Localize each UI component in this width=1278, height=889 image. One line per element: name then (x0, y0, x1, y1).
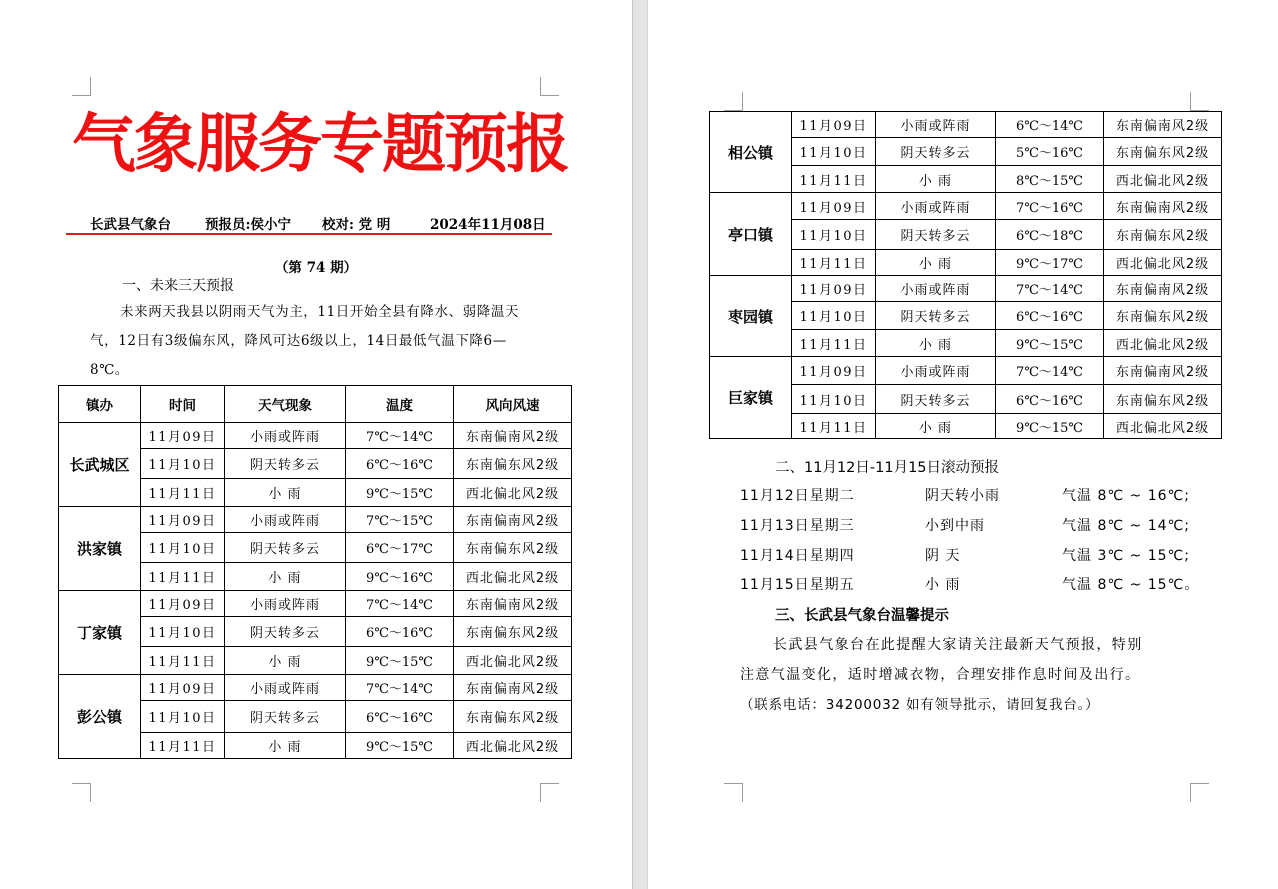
forecast-temperature: 气温 3℃ ~ 15℃; (1062, 548, 1190, 564)
crop-mark (72, 77, 91, 96)
town-name-cell: 丁家镇 (59, 591, 141, 675)
header-town: 镇办 (59, 386, 141, 423)
issue-number: （第 74 期） (274, 260, 358, 276)
date-cell: 11月10日 (792, 138, 876, 166)
wind-cell: 东南偏南风2级 (454, 675, 572, 701)
town-name-cell: 亭口镇 (710, 193, 792, 276)
date-cell: 11月11日 (792, 414, 876, 439)
town-name-cell: 巨家镇 (710, 357, 792, 439)
wind-cell: 东南偏南风2级 (454, 507, 572, 533)
town-name-cell: 彭公镇 (59, 675, 141, 759)
temperature-cell: 7℃～14℃ (996, 357, 1104, 385)
wind-cell: 东南偏南风2级 (454, 591, 572, 617)
temperature-cell: 7℃～15℃ (346, 507, 454, 533)
title-divider (66, 233, 552, 235)
forecast-table-right (709, 111, 1222, 439)
section-1-paragraph (90, 298, 560, 385)
paragraph-line: 长武县气象台在此提醒大家请关注最新天气预报，特别 (773, 637, 1143, 653)
table-row (710, 357, 1222, 385)
weather-cell: 阴天转多云 (876, 220, 996, 250)
temperature-cell: 6℃～16℃ (346, 701, 454, 733)
temperature-cell: 7℃～14℃ (346, 591, 454, 617)
table-row (710, 193, 1222, 220)
section-2-heading: 二、11月12日-11月15日滚动预报 (775, 460, 1000, 476)
temperature-cell: 5℃～16℃ (996, 138, 1104, 166)
weather-cell: 阴天转多云 (876, 138, 996, 166)
date-cell: 11月09日 (141, 591, 225, 617)
temperature-cell: 9℃～15℃ (346, 733, 454, 759)
crop-mark (1190, 783, 1209, 802)
date-cell: 11月09日 (141, 507, 225, 533)
date-cell: 11月11日 (141, 733, 225, 759)
page-gutter (632, 0, 648, 889)
weather-cell: 小 雨 (876, 250, 996, 276)
wind-cell: 东南偏东风2级 (1104, 302, 1222, 330)
temperature-cell: 6℃～14℃ (996, 112, 1104, 138)
forecast-temperature: 气温 8℃ ~ 15℃。 (1062, 577, 1200, 593)
crop-mark (724, 783, 743, 802)
weather-cell: 小 雨 (225, 733, 346, 759)
wind-cell: 东南偏东风2级 (454, 533, 572, 563)
section-3-paragraph (740, 630, 1200, 720)
date-cell: 11月10日 (141, 701, 225, 733)
wind-cell: 西北偏北风2级 (454, 563, 572, 591)
header-time: 时间 (141, 386, 225, 423)
weather-cell: 小雨或阵雨 (876, 357, 996, 385)
town-name-cell: 枣园镇 (710, 276, 792, 357)
town-name-cell: 洪家镇 (59, 507, 141, 591)
temperature-cell: 9℃～15℃ (996, 414, 1104, 439)
weather-cell: 小 雨 (225, 563, 346, 591)
date-cell: 11月09日 (792, 112, 876, 138)
crop-mark (72, 783, 91, 802)
weather-cell: 阴天转多云 (225, 701, 346, 733)
paragraph-line: （联系电话：34200032 如有领导批示，请回复我台。） (740, 697, 1100, 713)
forecast-temperature: 气温 8℃ ~ 14℃; (1062, 518, 1190, 534)
checker-name: 校对: 党 明 (322, 217, 391, 233)
header-weather: 天气现象 (225, 386, 346, 423)
wind-cell: 西北偏北风2级 (454, 647, 572, 675)
table-row (59, 507, 572, 533)
forecast-day: 11月13日星期三 (740, 518, 855, 534)
weather-cell: 小 雨 (225, 647, 346, 675)
wind-cell: 东南偏南风2级 (1104, 276, 1222, 302)
paragraph-line: 未来两天我县以阴雨天气为主，11日开始全县有降水、弱降温天 (120, 304, 520, 320)
town-name-cell: 长武城区 (59, 423, 141, 507)
wind-cell: 西北偏北风2级 (1104, 250, 1222, 276)
wind-cell: 东南偏东风2级 (454, 449, 572, 479)
date-cell: 11月11日 (141, 479, 225, 507)
crop-mark (540, 77, 559, 96)
temperature-cell: 7℃～14℃ (346, 675, 454, 701)
date-cell: 11月10日 (792, 385, 876, 414)
wind-cell: 东南偏东风2级 (454, 701, 572, 733)
temperature-cell: 9℃～15℃ (996, 330, 1104, 357)
temperature-cell: 6℃～18℃ (996, 220, 1104, 250)
date-cell: 11月11日 (792, 166, 876, 193)
paragraph-line: 8℃。 (90, 362, 129, 378)
header-wind: 风向风速 (454, 386, 572, 423)
wind-cell: 东南偏东风2级 (454, 617, 572, 647)
document-title: 气象服务专题预报 (72, 107, 568, 182)
forecast-table-left (58, 385, 572, 759)
wind-cell: 西北偏北风2级 (1104, 330, 1222, 357)
forecast-weather: 小到中雨 (925, 518, 985, 534)
weather-cell: 阴天转多云 (225, 617, 346, 647)
temperature-cell: 9℃～17℃ (996, 250, 1104, 276)
org-name: 长武县气象台 (90, 217, 171, 233)
temperature-cell: 9℃～15℃ (346, 647, 454, 675)
date-cell: 11月11日 (141, 647, 225, 675)
temperature-cell: 6℃～16℃ (346, 449, 454, 479)
weather-cell: 阴天转多云 (225, 449, 346, 479)
weather-cell: 阴天转多云 (876, 385, 996, 414)
table-row (710, 276, 1222, 302)
issue-date: 2024年11月08日 (430, 217, 546, 233)
section-1-heading: 一、未来三天预报 (122, 278, 234, 294)
table-row (710, 112, 1222, 138)
town-name-cell: 相公镇 (710, 112, 792, 193)
table-row (59, 675, 572, 701)
wind-cell: 西北偏北风2级 (1104, 166, 1222, 193)
temperature-cell: 6℃～16℃ (996, 385, 1104, 414)
wind-cell: 东南偏南风2级 (1104, 357, 1222, 385)
temperature-cell: 7℃～14℃ (996, 276, 1104, 302)
temperature-cell: 7℃～14℃ (346, 423, 454, 449)
date-cell: 11月10日 (141, 533, 225, 563)
weather-cell: 小雨或阵雨 (225, 507, 346, 533)
temperature-cell: 6℃～17℃ (346, 533, 454, 563)
wind-cell: 东南偏南风2级 (454, 423, 572, 449)
weather-cell: 小雨或阵雨 (876, 112, 996, 138)
weather-cell: 小 雨 (876, 166, 996, 193)
weather-cell: 小雨或阵雨 (225, 591, 346, 617)
section-3-heading: 三、长武县气象台温馨提示 (775, 608, 949, 624)
weather-cell: 阴天转多云 (876, 302, 996, 330)
weather-cell: 小雨或阵雨 (876, 193, 996, 220)
weather-cell: 小 雨 (876, 414, 996, 439)
temperature-cell: 9℃～15℃ (346, 479, 454, 507)
weather-cell: 小雨或阵雨 (876, 276, 996, 302)
forecast-weather: 阴 天 (925, 548, 961, 564)
wind-cell: 东南偏南风2级 (1104, 193, 1222, 220)
forecast-temperature: 气温 8℃ ~ 16℃; (1062, 488, 1190, 504)
wind-cell: 西北偏北风2级 (454, 733, 572, 759)
table-row (59, 591, 572, 617)
weather-cell: 小 雨 (225, 479, 346, 507)
temperature-cell: 7℃～16℃ (996, 193, 1104, 220)
date-cell: 11月11日 (792, 330, 876, 357)
date-cell: 11月10日 (141, 449, 225, 479)
date-cell: 11月10日 (792, 220, 876, 250)
temperature-cell: 6℃～16℃ (996, 302, 1104, 330)
forecast-day: 11月12日星期二 (740, 488, 855, 504)
temperature-cell: 8℃～15℃ (996, 166, 1104, 193)
wind-cell: 西北偏北风2级 (454, 479, 572, 507)
date-cell: 11月11日 (792, 250, 876, 276)
wind-cell: 东南偏东风2级 (1104, 385, 1222, 414)
table-row (59, 423, 572, 449)
temperature-cell: 6℃～16℃ (346, 617, 454, 647)
date-cell: 11月09日 (792, 357, 876, 385)
forecaster-name: 预报员:侯小宁 (205, 217, 291, 233)
date-cell: 11月10日 (792, 302, 876, 330)
wind-cell: 东南偏南风2级 (1104, 112, 1222, 138)
date-cell: 11月09日 (141, 423, 225, 449)
crop-mark (540, 783, 559, 802)
wind-cell: 东南偏东风2级 (1104, 138, 1222, 166)
wind-cell: 西北偏北风2级 (1104, 414, 1222, 439)
forecast-weather: 阴天转小雨 (925, 488, 1000, 504)
temperature-cell: 9℃～16℃ (346, 563, 454, 591)
weather-cell: 小雨或阵雨 (225, 423, 346, 449)
date-cell: 11月09日 (141, 675, 225, 701)
table-header-row (59, 386, 572, 423)
wind-cell: 东南偏东风2级 (1104, 220, 1222, 250)
forecast-day: 11月14日星期四 (740, 548, 855, 564)
date-cell: 11月10日 (141, 617, 225, 647)
date-cell: 11月11日 (141, 563, 225, 591)
weather-cell: 小 雨 (876, 330, 996, 357)
forecast-weather: 小 雨 (925, 577, 961, 593)
header-temperature: 温度 (346, 386, 454, 423)
weather-cell: 小雨或阵雨 (225, 675, 346, 701)
forecast-day: 11月15日星期五 (740, 577, 855, 593)
paragraph-line: 注意气温变化，适时增减衣物，合理安排作息时间及出行。 (740, 667, 1141, 683)
date-cell: 11月09日 (792, 193, 876, 220)
weather-cell: 阴天转多云 (225, 533, 346, 563)
date-cell: 11月09日 (792, 276, 876, 302)
crop-mark (1190, 92, 1209, 111)
paragraph-line: 气，12日有3级偏东风，降风可达6级以上，14日最低气温下降6— (90, 333, 507, 349)
crop-mark (724, 92, 743, 111)
